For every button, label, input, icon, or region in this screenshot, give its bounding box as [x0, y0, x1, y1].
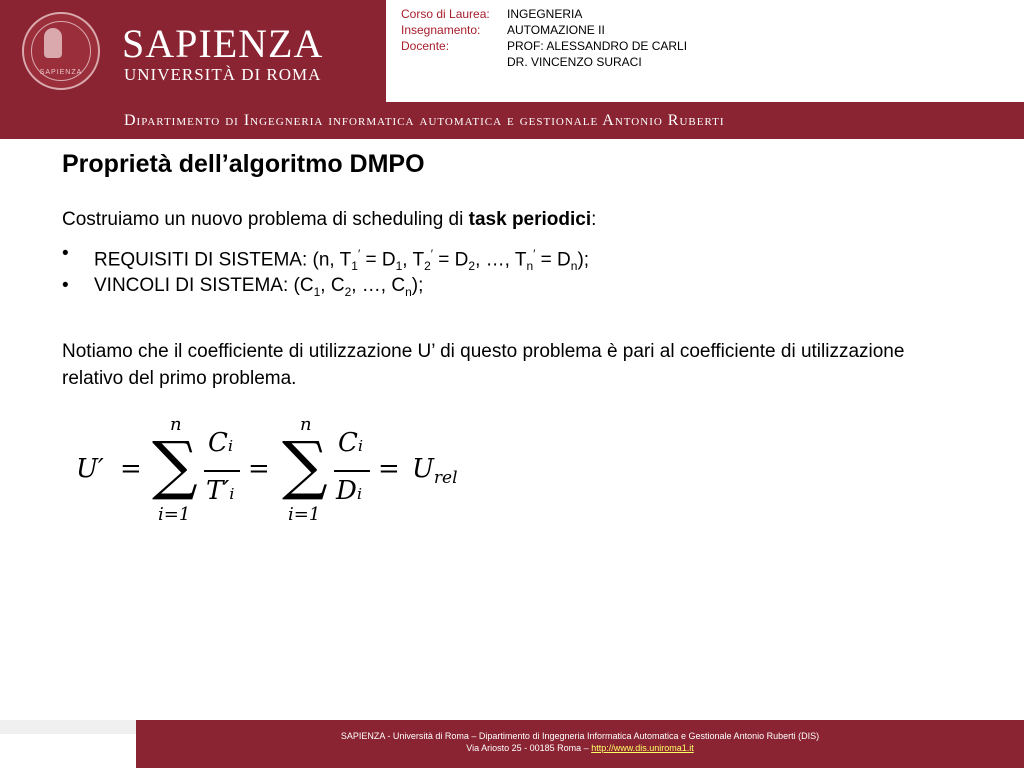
- utilization-formula: U′ = n ∑ i=1 Cᵢ T′ᵢ = n ∑ i=1 Cᵢ Dᵢ = $U_{rel}$: [76, 414, 458, 525]
- info-value: INGEGNERIA: [507, 7, 583, 21]
- footer-address: SAPIENZA - Università di Roma – Dipartimento di Ingegneria Informatica Automatica e Gestionale Antonio Ruberti (DIS): [340, 731, 820, 741]
- footer-contact: Via Ariosto 25 - 00185 Roma – http://www.dis.uniroma1.it: [466, 743, 694, 753]
- university-seal-icon: SAPIENZA: [22, 12, 100, 90]
- university-name: SAPIENZA: [122, 21, 324, 66]
- bullet-list: [62, 238, 589, 302]
- footer: [136, 720, 1024, 768]
- info-key: [401, 54, 507, 70]
- note-paragraph: Notiamo che il coefficiente di utilizzazione U’ di questo problema è pari al coefficiente di utilizzazione relativo del primo problema.: [62, 341, 905, 389]
- intro-paragraph: Costruiamo un nuovo problema di scheduling di task periodici:: [62, 209, 597, 230]
- info-key: Insegnamento:: [401, 23, 481, 37]
- department-name: Dipartimento di Ingegneria informatica automatica e gestionale Antonio Ruberti: [124, 112, 725, 129]
- university-logo-block: [0, 0, 386, 102]
- list-item: • VINCOLI DI SISTEMA: ($C_1$, $C_2$, …, $C_n$);: [62, 275, 424, 299]
- list-item: • REQUISITI DI SISTEMA: (n, $T_1' = D_1$, $T_2' = D_2$, …, $T_n' = D_n$);: [62, 243, 590, 274]
- info-value: AUTOMAZIONE II: [507, 23, 605, 37]
- footer-spacer: [0, 720, 136, 734]
- website-link[interactable]: http://www.dis.uniroma1.it: [591, 743, 694, 753]
- department-bar: [0, 102, 1024, 139]
- info-key: Docente:: [401, 39, 450, 53]
- info-key: Corso di Laurea:: [401, 7, 490, 21]
- slide-title: Proprietà dell’algoritmo DMPO: [62, 150, 425, 178]
- course-info: [401, 6, 687, 70]
- university-subtitle: UNIVERSITÀ DI ROMA: [124, 65, 322, 84]
- info-value: PROF: ALESSANDRO DE CARLI: [507, 39, 688, 53]
- info-value: DR. VINCENZO SURACI: [507, 55, 642, 69]
